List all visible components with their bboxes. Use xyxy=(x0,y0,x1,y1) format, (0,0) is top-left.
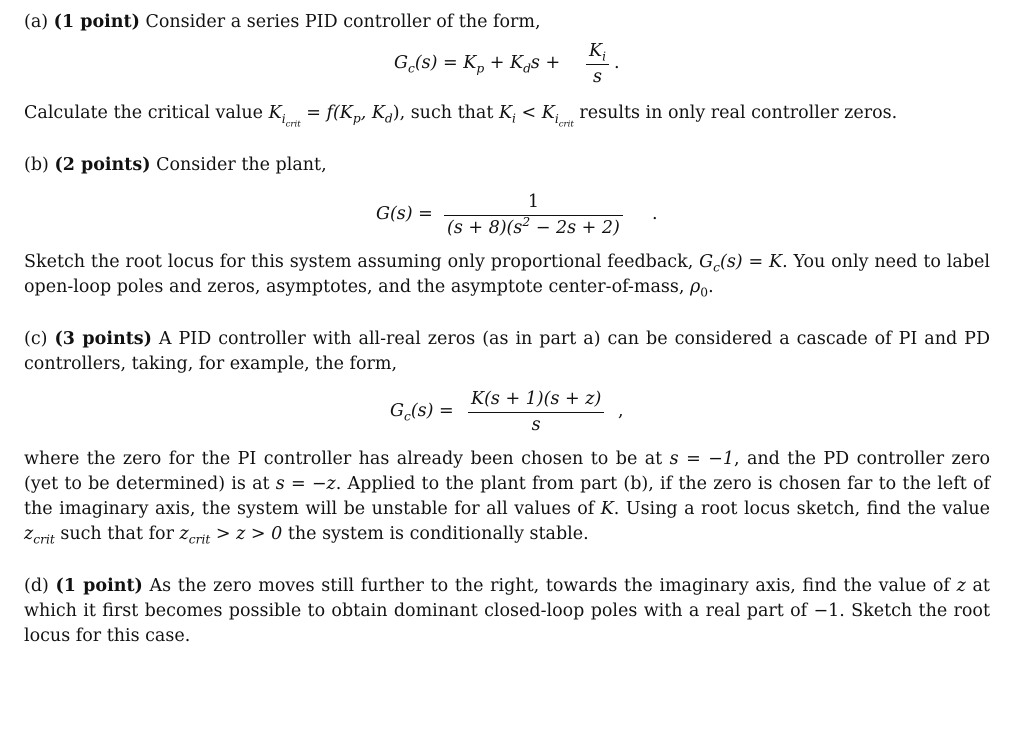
kp-sub: p xyxy=(352,111,361,126)
part-c-label: (c) xyxy=(24,329,48,349)
gc-symbol: G xyxy=(699,252,714,272)
part-a-text3: , K xyxy=(360,103,385,123)
eq-a-lhs: G xyxy=(394,53,408,73)
part-d-question xyxy=(24,574,990,649)
part-a-text4: ), such that xyxy=(392,103,494,123)
part-c-points: (3 points) xyxy=(54,329,152,349)
part-b-equation xyxy=(24,178,990,250)
part-b-text3: . You only need to label open-loop poles and zeros, asymptotes, and the asymptote center-of-mass, xyxy=(24,252,990,297)
part-c-text6: the system is conditionally stable. xyxy=(282,524,589,544)
part-b-points: (2 points) xyxy=(54,155,151,175)
part-c-text2: , and the PD controller zero (yet to be determined) is at xyxy=(24,449,990,494)
eq-a-lhs-sub: c xyxy=(407,61,415,76)
part-b-intro-text: Consider the plant, xyxy=(156,155,327,175)
part-d-text2: at which it first becomes possible to obtain dominant closed-loop poles with a real part of −1. Sketch the root locus for this case. xyxy=(24,576,990,646)
rho-sub: 0 xyxy=(700,285,709,300)
part-c-intro xyxy=(24,327,990,377)
problem-sheet xyxy=(24,6,990,649)
part-a-text2: = f(K xyxy=(300,103,353,123)
part-a-label: (a) xyxy=(24,12,49,32)
rho-symbol: ρ xyxy=(690,277,701,297)
eq-c-lhs: G xyxy=(390,401,404,421)
zcrit-sub-2: crit xyxy=(188,532,211,547)
ki-symbol-2: K xyxy=(498,103,513,123)
eq-a-lhs-arg: (s) = K xyxy=(414,53,477,73)
eq-c-lhs-arg: (s) = xyxy=(410,401,454,421)
part-a-equation xyxy=(24,35,990,95)
ki-symbol-3: K xyxy=(541,103,555,123)
z-symbol: z xyxy=(956,576,966,596)
s-equals-minus-z: s = −z xyxy=(275,474,336,494)
eq-b-den-2: − 2s + 2) xyxy=(530,218,620,238)
crit-sub: crit xyxy=(285,118,301,129)
eq-c-frac-num: K(s + 1)(s + z) xyxy=(471,389,602,409)
part-c-text3: . Applied to the plant from part (b), if the zero is chosen far to the left of the imaginary axis, the system will be unstable for all values of xyxy=(24,474,990,519)
part-d-points: (1 point) xyxy=(55,576,143,596)
ki-sub-3: i xyxy=(554,111,559,126)
part-c-text1: where the zero for the PI controller has already been chosen to be at xyxy=(24,449,663,469)
eq-a-tail: . xyxy=(614,53,620,73)
eq-c-fraction xyxy=(468,387,604,438)
zcrit-symbol: z xyxy=(24,524,34,544)
ki-sub-2: i xyxy=(512,111,516,126)
part-b-question xyxy=(24,250,990,300)
part-c-text5: such that for xyxy=(54,524,174,544)
s-equals-minus-one: s = −1 xyxy=(669,449,734,469)
eq-b-den-1: (s + 8)(s xyxy=(447,218,523,238)
eq-b-den-sup: 2 xyxy=(522,215,531,230)
part-c-text4: . Using a root locus sketch, find the value xyxy=(613,499,990,519)
part-a-text6: results in only real controller zeros. xyxy=(573,103,898,123)
eq-a-frac-num: K xyxy=(589,41,603,61)
eq-a-fraction xyxy=(586,39,609,90)
part-a-intro xyxy=(24,10,990,35)
part-a-text1: Calculate the critical value xyxy=(24,103,264,123)
part-d-text1: As the zero moves still further to the right, towards the imaginary axis, find the value of xyxy=(149,576,950,596)
part-a-intro-text: Consider a series PID controller of the form, xyxy=(145,12,541,32)
eq-c-frac-den: s xyxy=(531,415,541,435)
eq-c-lhs-sub: c xyxy=(403,409,411,424)
eq-a-frac-den: s xyxy=(593,67,602,87)
part-c-question xyxy=(24,447,990,547)
part-a-text5: < xyxy=(515,103,542,123)
k-symbol: K xyxy=(600,499,614,519)
part-a-question xyxy=(24,101,990,129)
eq-b-lhs: G(s) = xyxy=(376,204,433,224)
eq-a-kp-sub: p xyxy=(476,61,485,76)
part-b-text1: Sketch the root locus for this system assuming only proportional feedback, xyxy=(24,252,694,272)
crit-sub-2: crit xyxy=(558,118,574,129)
ki-symbol: K xyxy=(268,103,282,123)
part-b-text2: (s) = K xyxy=(720,252,783,272)
eq-b-frac-num: 1 xyxy=(527,192,539,212)
eq-a-mid2: s + xyxy=(530,53,561,73)
kd-sub: d xyxy=(384,111,393,126)
eq-b-fraction xyxy=(444,190,623,241)
gc-sub: c xyxy=(713,260,720,275)
part-b-label: (b) xyxy=(24,155,49,175)
zcrit-symbol-2: z xyxy=(179,524,189,544)
eq-c-tail: , xyxy=(618,401,624,421)
eq-b-tail: . xyxy=(652,204,658,224)
ki-sub: i xyxy=(281,111,286,126)
part-b-text4: . xyxy=(708,277,714,297)
part-c-intro-text: A PID controller with all-real zeros (as in part a) can be considered a cascade of PI and PD controllers, taking, for example, the form, xyxy=(24,329,990,374)
eq-a-kd-sub: d xyxy=(523,61,531,76)
eq-a-frac-num-sub: i xyxy=(602,49,606,64)
part-d-label: (d) xyxy=(24,576,49,596)
inequality: > z > 0 xyxy=(210,524,283,544)
part-c-equation xyxy=(24,377,990,447)
zcrit-sub: crit xyxy=(33,532,55,547)
eq-a-mid: + K xyxy=(484,53,524,73)
part-a-points: (1 point) xyxy=(53,12,140,32)
part-b-intro xyxy=(24,153,990,178)
